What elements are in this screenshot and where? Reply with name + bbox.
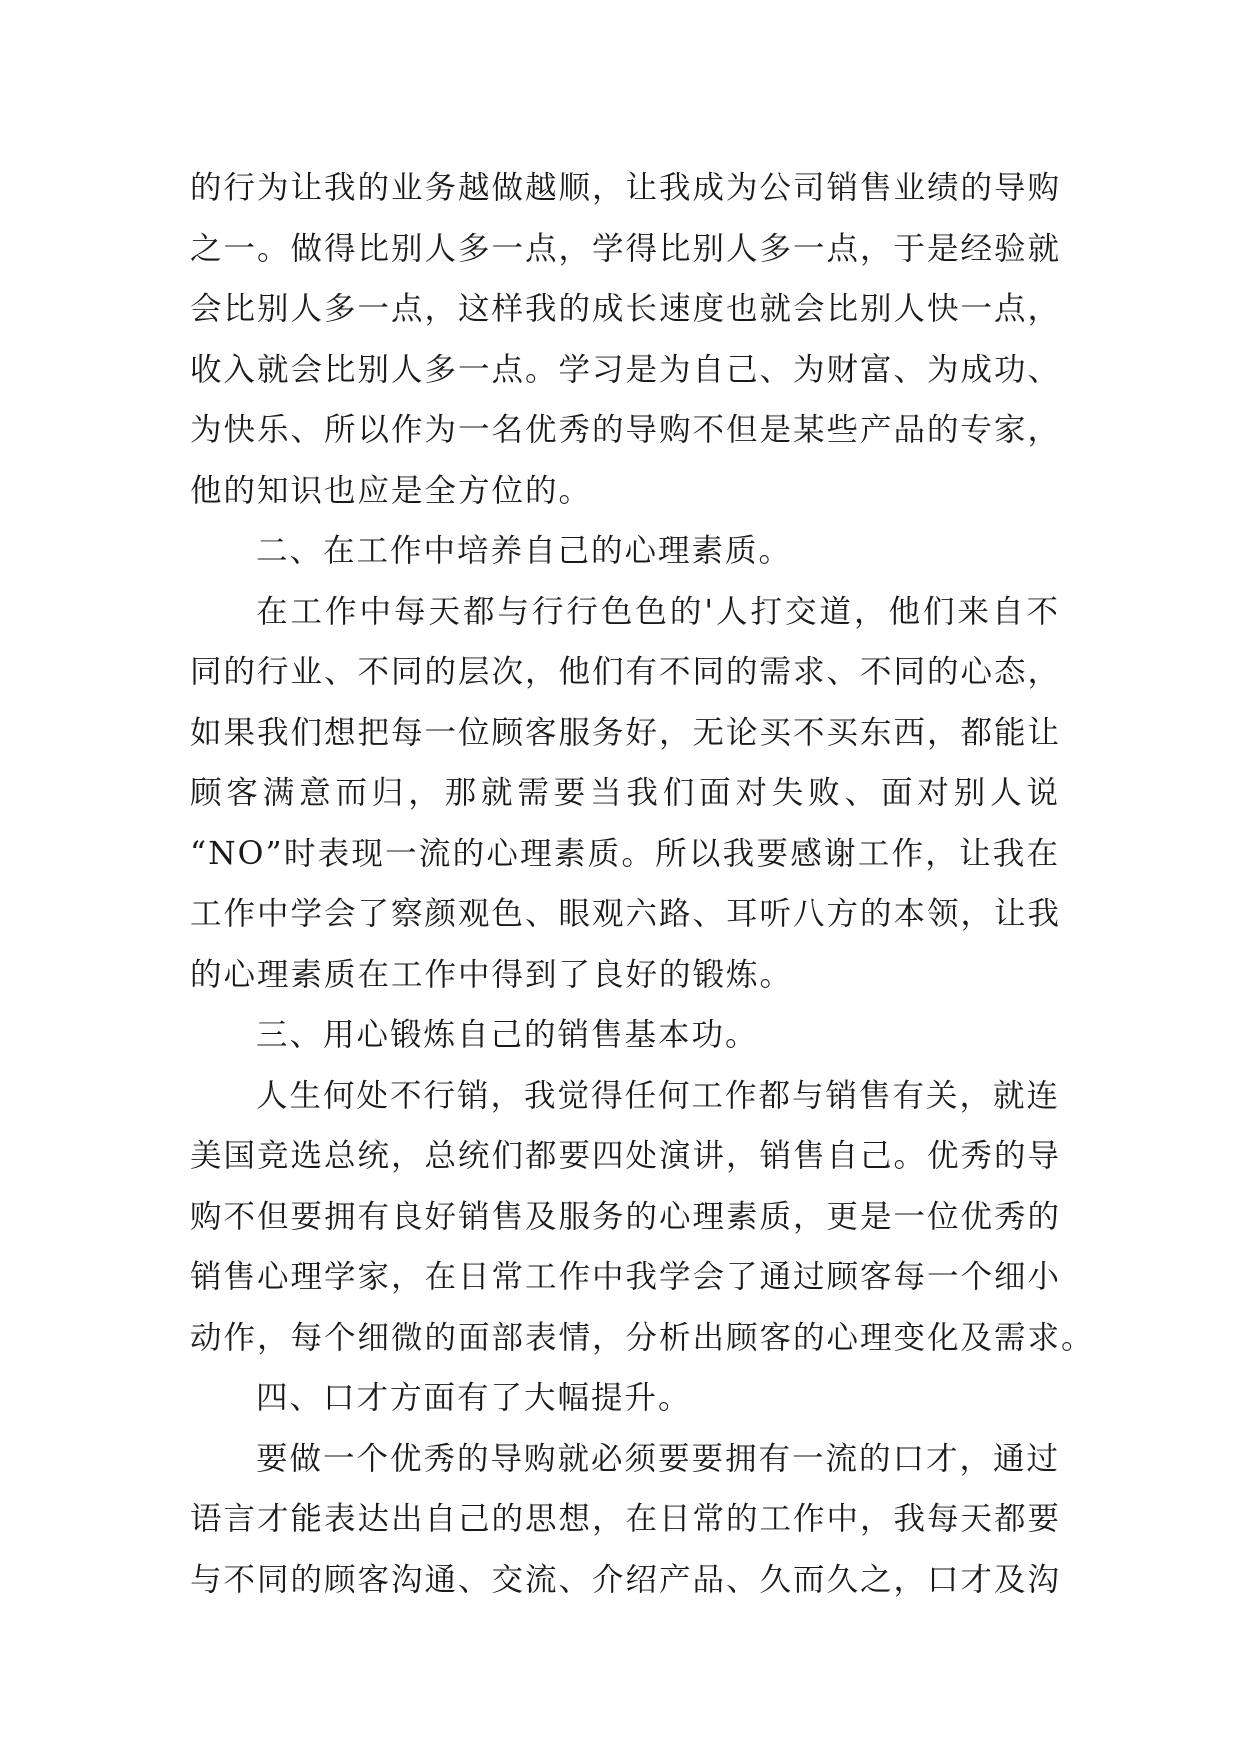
text-line: 在工作中每天都与行行色色的'人打交道，他们来自不: [256, 593, 1060, 630]
text-line: 会比别人多一点，这样我的成长速度也就会比别人快一点，: [190, 291, 1062, 327]
text-line: 美国竞选总统，总统们都要四处演讲，销售自己。优秀的导: [190, 1138, 1062, 1174]
section-heading: 二、在工作中培养自己的心理素质。: [256, 533, 793, 569]
text-line: 语言才能表达出自己的思想，在日常的工作中，我每天都要: [190, 1501, 1062, 1537]
text-line: 同的行业、不同的层次，他们有不同的需求、不同的心态，: [190, 654, 1062, 690]
section-heading: 三、用心锻炼自己的销售基本功。: [256, 1017, 759, 1053]
text-line: “NO”时表现一流的心理素质。所以我要感谢工作，让我在: [190, 835, 1060, 872]
text-line: 动作，每个细微的面部表情，分析出顾客的心理变化及需求。: [190, 1319, 1095, 1356]
text-line: 人生何处不行销，我觉得任何工作都与销售有关，就连: [256, 1077, 1061, 1114]
text-line: 之一。做得比别人多一点，学得比别人多一点，于是经验就: [190, 230, 1062, 267]
text-line: 如果我们想把每一位顾客服务好，无论买不买东西，都能让: [190, 714, 1062, 751]
body-text: [190, 158, 1095, 1610]
text-line: 为快乐、所以作为一名优秀的导购不但是某些产品的专家，: [190, 412, 1062, 448]
text-line: 的行为让我的业务越做越顺，让我成为公司销售业绩的导购: [190, 170, 1062, 206]
text-line: 要做一个优秀的导购就必须要要拥有一流的口才，通过: [256, 1440, 1061, 1477]
text-line: 的心理素质在工作中得到了良好的锻炼。: [190, 956, 794, 993]
section-heading: 四、口才方面有了大幅提升。: [256, 1380, 692, 1416]
text-line: 购不但要拥有良好销售及服务的心理素质，更是一位优秀的: [190, 1198, 1062, 1235]
text-line: 顾客满意而归，那就需要当我们面对失败、面对别人说: [190, 775, 1060, 811]
text-line: 收入就会比别人多一点。学习是为自己、为财富、为成功、: [190, 351, 1062, 388]
text-line: 工作中学会了察颜观色、眼观六路、耳听八方的本领，让我: [190, 896, 1062, 932]
text-line: 与不同的顾客沟通、交流、介绍产品、久而久之，口才及沟: [190, 1561, 1062, 1598]
text-line: 销售心理学家，在日常工作中我学会了通过顾客每一个细小: [190, 1259, 1062, 1295]
text-line: 他的知识也应是全方位的。: [190, 472, 593, 509]
